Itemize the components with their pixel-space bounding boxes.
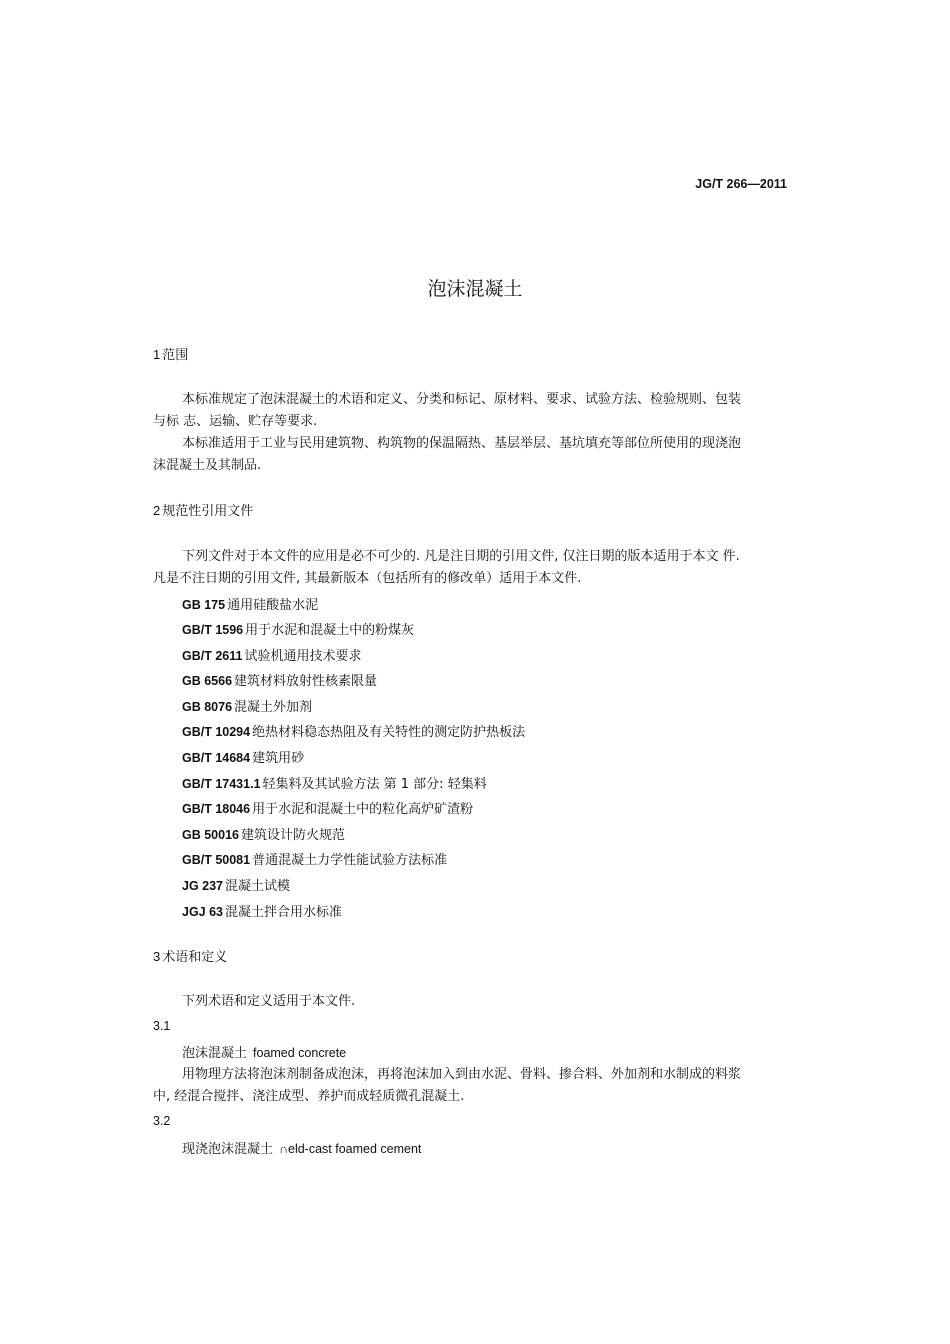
term-name <box>182 1045 346 1062</box>
reference-title: 普通混凝土力学性能试验方法标准 <box>252 853 448 868</box>
paragraph-line: 凡是不注日期的引用文件, 其最新版本（包括所有的修改单）适用于本文件. <box>153 571 582 586</box>
reference-item <box>182 801 473 818</box>
section-title: 规范性引用文件 <box>162 504 254 519</box>
reference-code: GB/T 17431.1 <box>182 777 261 791</box>
standard-number: JG/T 266—2011 <box>695 177 787 191</box>
reference-code: GB 50016 <box>182 828 239 842</box>
paragraph-line: 本标准适用于工业与民用建筑物、构筑物的保温隔热、基层举层、基坑填充等部位所使用的现浇泡 <box>182 436 742 451</box>
reference-title: 建筑设计防火规范 <box>240 828 345 843</box>
reference-item <box>182 673 377 690</box>
reference-title: 通用硅酸盐水泥 <box>227 598 319 613</box>
reference-code: GB 175 <box>182 598 226 612</box>
reference-code: JGJ 63 <box>182 905 224 919</box>
section-number: 2 <box>153 503 161 518</box>
reference-code: GB/T 2611 <box>182 649 243 663</box>
reference-title: 建筑用砂 <box>252 751 305 766</box>
term-name <box>182 1141 421 1158</box>
definition-line: 中, 经混合搅拌、浇注成型、养护而成轻质微孔混凝土. <box>153 1089 465 1104</box>
section-heading-normative-references <box>153 503 253 520</box>
reference-code: GB/T 10294 <box>182 725 251 739</box>
term-number: 3.1 <box>153 1019 171 1033</box>
reference-title: 轻集料及其试验方法 第 1 部分: 轻集料 <box>262 777 487 792</box>
reference-code: GB/T 14684 <box>182 751 251 765</box>
paragraph-line: 沫混凝土及其制品. <box>153 458 262 473</box>
reference-item <box>182 776 487 793</box>
reference-item <box>182 724 525 741</box>
term-name-zh: 泡沫混凝土 <box>182 1046 248 1061</box>
paragraph-line: 下列文件对于本文件的应用是必不可少的. 凡是注日期的引用文件, 仅注日期的版本适用于本文 件. <box>182 549 740 564</box>
reference-title: 混凝土试模 <box>225 879 291 894</box>
reference-item <box>182 852 447 869</box>
reference-title: 混凝土外加剂 <box>234 700 313 715</box>
term-number: 3.2 <box>153 1114 171 1128</box>
term-name-zh: 现浇泡沫混凝土 <box>182 1142 274 1157</box>
reference-code: GB/T 1596 <box>182 623 244 637</box>
reference-item <box>182 750 304 767</box>
section-heading-scope <box>153 347 188 364</box>
reference-title: 用于水泥和混凝土中的粉煤灰 <box>245 623 415 638</box>
document-title: 泡沫混凝土 <box>427 278 523 300</box>
reference-item <box>182 597 318 614</box>
reference-code: GB 8076 <box>182 700 233 714</box>
reference-title: 混凝土拌合用水标准 <box>225 905 343 920</box>
section-heading-terms-definitions <box>153 949 227 966</box>
section-title: 范围 <box>162 348 189 363</box>
reference-code: GB/T 50081 <box>182 853 251 867</box>
reference-item <box>182 827 345 844</box>
section-number: 3 <box>153 949 161 964</box>
definition-line: 用物理方法将泡沫剂制备成泡沫，再将泡沫加入到由水泥、骨料、掺合料、外加剂和水制成的料浆 <box>182 1067 742 1082</box>
paragraph-line: 下列术语和定义适用于本文件. <box>182 994 356 1009</box>
reference-item <box>182 878 290 895</box>
reference-code: JG 237 <box>182 879 224 893</box>
reference-item <box>182 904 342 921</box>
term-name-en: foamed concrete <box>253 1046 347 1060</box>
reference-item <box>182 648 361 665</box>
reference-title: 试验机通用技术要求 <box>244 649 362 664</box>
section-title: 术语和定义 <box>162 950 228 965</box>
reference-item <box>182 699 312 716</box>
section-number: 1 <box>153 347 161 362</box>
term-name-en: ∩eld-cast foamed cement <box>279 1142 422 1156</box>
reference-title: 绝热材料稳态热阻及有关特性的测定防护热板法 <box>252 725 526 740</box>
paragraph-line: 本标准规定了泡沫混凝土的术语和定义、分类和标记、原材料、要求、试验方法、检验规则、包装 <box>182 392 742 407</box>
reference-title: 用于水泥和混凝土中的粒化高炉矿渣粉 <box>252 802 474 817</box>
paragraph-line: 与标 志、运输、贮存等要求. <box>153 414 318 429</box>
reference-code: GB/T 18046 <box>182 802 251 816</box>
reference-item <box>182 622 414 639</box>
reference-title: 建筑材料放射性核素限量 <box>234 674 378 689</box>
reference-code: GB 6566 <box>182 674 233 688</box>
